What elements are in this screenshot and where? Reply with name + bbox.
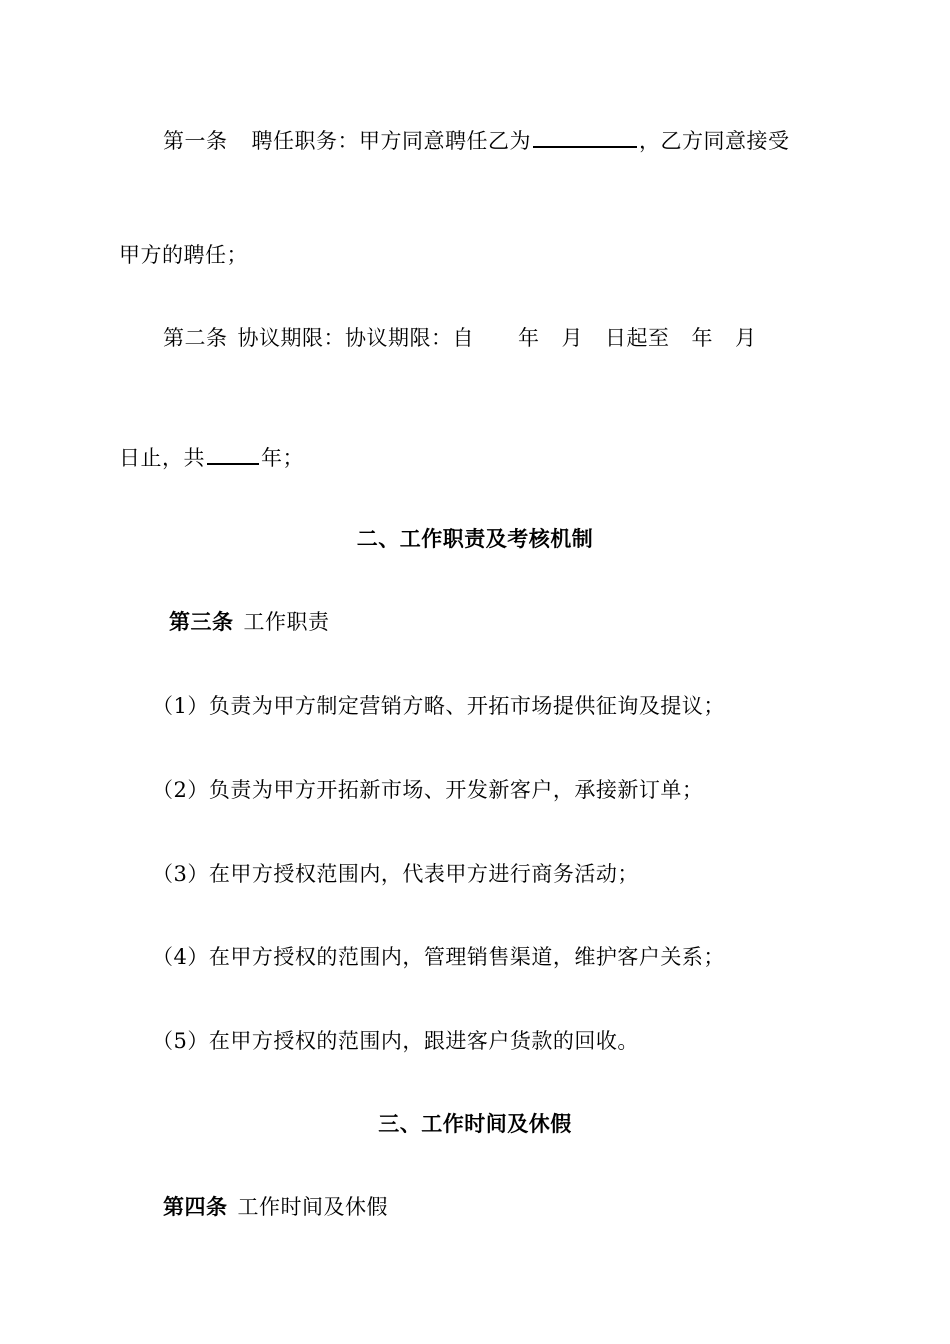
clause-2-line [163,324,757,352]
clause-3-label: 第三条 [169,609,234,634]
clause-3-title: 工作职责 [243,610,330,634]
duty-item: （5）在甲方授权的范围内，跟进客户货款的回收。 [152,1029,639,1053]
clause-4-line [163,1193,388,1221]
duty-item: （4）在甲方授权的范围内，管理销售渠道，维护客户关系； [152,945,725,969]
clause-1-label: 第一条 [163,129,228,153]
clause-1-title: 聘任职务：甲方同意聘任乙为 [251,129,531,153]
clause-2-continuation [119,441,304,472]
clause-2-cont-a: 日止，共 [119,446,205,470]
section-3-heading: 三、工作时间及休假 [378,1111,572,1136]
clause-3-line [169,608,330,636]
clause-2-month1: 月 [561,326,583,350]
clause-2-month2: 月 [735,326,757,350]
clause-2-cont-b: 年； [261,446,304,470]
clause-2-label: 第二条 [163,326,228,350]
position-blank[interactable] [533,124,637,148]
clause-1-after-blank: ，乙方同意接受 [639,129,790,153]
clause-1-continuation: 甲方的聘任； [119,243,248,267]
clause-2-text: 协议期限：协议期限：自 [237,326,474,350]
years-blank[interactable] [207,441,259,465]
duty-item: （2）负责为甲方开拓新市场、开发新客户，承接新订单； [152,778,704,802]
duty-item: （1）负责为甲方制定营销方略、开拓市场提供征询及提议； [152,694,725,718]
clause-2-year1: 年 [518,326,540,350]
section-2-heading: 二、工作职责及考核机制 [356,526,594,551]
clause-4-label: 第四条 [163,1194,228,1219]
duty-item: （3）在甲方授权范围内，代表甲方进行商务活动； [152,862,639,886]
clause-4-title: 工作时间及休假 [237,1195,388,1219]
clause-2-year2: 年 [691,326,713,350]
clause-1-line [163,124,790,155]
clause-2-day-from: 日起至 [605,326,670,350]
